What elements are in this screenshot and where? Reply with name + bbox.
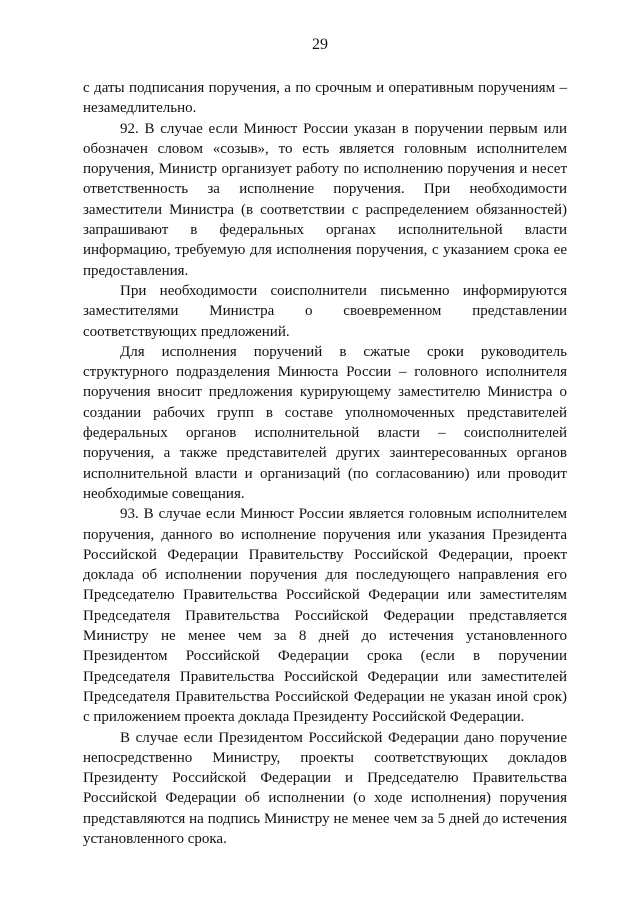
paragraph-working-groups: Для исполнения поручений в сжатые сроки руководитель структурного подразделения Минюста России – головного исполнителя поручения вносит предложения курирующему заместителю Министра о создании рабочих групп в составе уполномоченных представителей федеральных органов исполнительной власти – соисполнителей поручения, а также представителей других заинтересованных органов исполнительной власти и организаций (по согласованию) или проводит необходимые совещания. <box>83 343 567 502</box>
paragraph-president-order: В случае если Президентом Российской Федерации дано поручение непосредственно Министру, проекты соответствующих докладов Президенту Российской Федерации и Председателю Правительства Российской Федерации об исполнении (о ходе исполнения) поручения представляются на подпись Министру не менее чем за 5 дней до истечения установленного срока. <box>83 729 567 847</box>
paragraph-coexecutors: При необходимости соисполнители письменно информируются заместителями Министра о своевременном представлении соответствующих предложений. <box>83 282 567 340</box>
paragraph-clause-93: 93. В случае если Минюст России является головным исполнителем поручения, данного во исполнение поручения или указания Президента Российской Федерации Правительству Российской Федерации, проект доклада об исполнении поручения для последующего направления его Председателю Правительства Российской Федерации или заместителям Председателя Правительства Российской Федерации представляется Министру не менее чем за 8 дней до истечения установленного Президентом Российской Федерации срока (если в поручении Председателя Правительства Российской Федерации или заместителей Председателя Правительства Российской Федерации не указан иной срок) с приложением проекта доклада Президенту Российской Федерации. <box>83 506 567 726</box>
document-body <box>83 78 567 849</box>
page-number: 29 <box>312 36 328 53</box>
paragraph-clause-92: 92. В случае если Минюст России указан в поручении первым или обозначен словом «созыв», то есть является головным исполнителем поручения, Министр организует работу по исполнению поручения и несет ответственность за исполнение поручения. При необходимости заместители Министра (в соответствии с распределением обязанностей) запрашивают в федеральных органах исполнительной власти информацию, требуемую для исполнения поручения, с указанием срока ее предоставления. <box>83 120 567 279</box>
paragraph-continuation: с даты подписания поручения, а по срочным и оперативным поручениям – незамедлительно. <box>83 80 567 117</box>
